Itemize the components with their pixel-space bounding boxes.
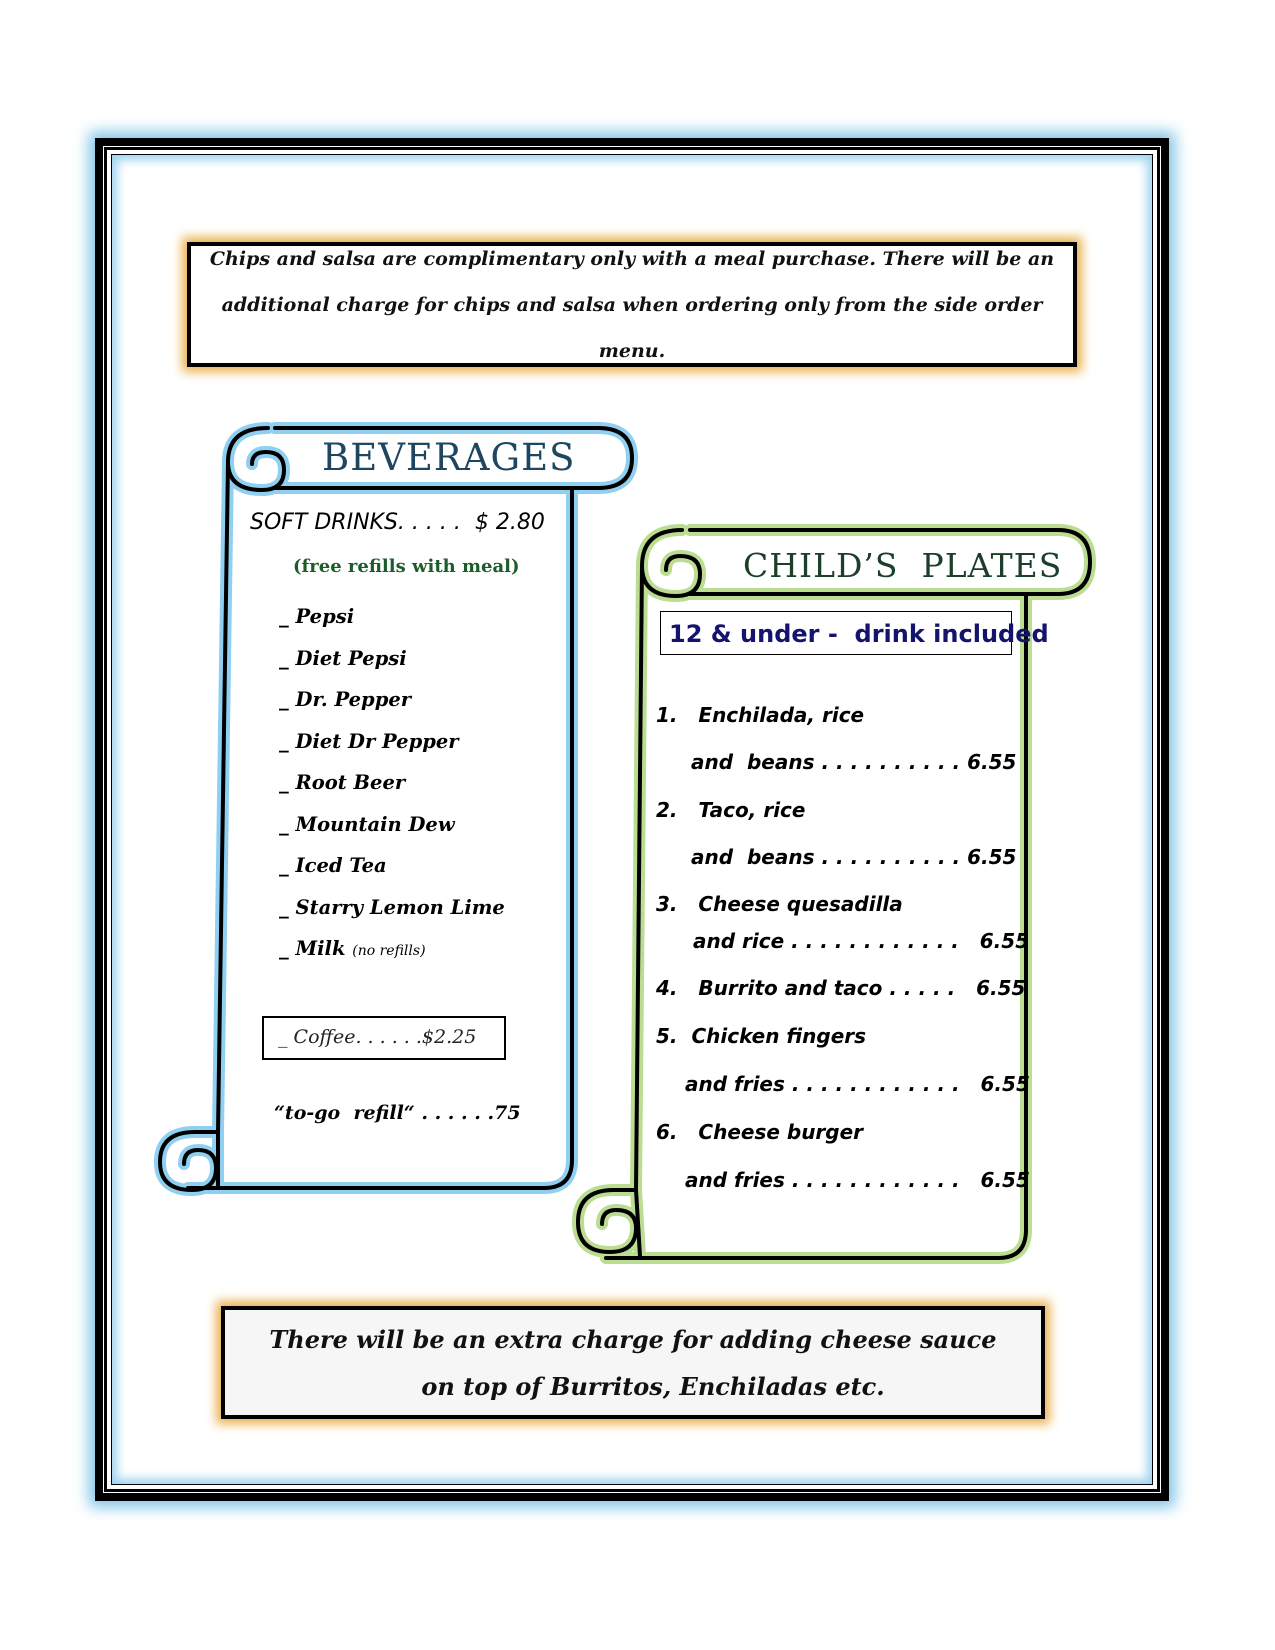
chips-salsa-notice-line-1: Chips and salsa are complimentary only with a meal purchase. There will be an bbox=[209, 247, 1055, 270]
drink-item: _ Iced Tea bbox=[279, 854, 387, 877]
soft-drinks-price: SOFT DRINKS. . . . . $ 2.80 bbox=[250, 510, 545, 535]
child-plate-line: and rice . . . . . . . . . . . . 6.55 bbox=[693, 929, 1030, 953]
drink-item: _ Pepsi bbox=[279, 605, 355, 628]
child-plate-line: 5. Chicken fingers bbox=[656, 1024, 867, 1048]
child-plate-line: and beans . . . . . . . . . . 6.55 bbox=[691, 750, 1017, 774]
drink-item: _ Root Beer bbox=[279, 771, 406, 794]
child-plate-line: 3. Cheese quesadilla bbox=[656, 892, 903, 916]
milk-label: _ Milk bbox=[279, 937, 346, 960]
age-note-box: 12 & under - drink included bbox=[660, 611, 1012, 655]
cheese-sauce-notice-line-1: There will be an extra charge for adding cheese sauce bbox=[269, 1324, 997, 1354]
coffee-price-box: _ Coffee. . . . . .$2.25 bbox=[262, 1016, 506, 1060]
child-plate-line: 6. Cheese burger bbox=[656, 1120, 864, 1144]
drink-item: _ Mountain Dew bbox=[279, 812, 455, 836]
free-refills-note: (free refills with meal) bbox=[293, 556, 520, 577]
drink-item: _ Dr. Pepper bbox=[279, 688, 412, 711]
cheese-sauce-notice bbox=[221, 1306, 1045, 1419]
milk-no-refills-note: (no refills) bbox=[352, 943, 426, 959]
drink-item: _ Diet Pepsi bbox=[279, 646, 407, 670]
togo-refill-price: “to-go refill“ . . . . . .75 bbox=[274, 1102, 521, 1124]
drink-item: _ Diet Dr Pepper bbox=[279, 729, 459, 753]
drink-item-milk bbox=[279, 937, 505, 979]
beverages-title: BEVERAGES bbox=[322, 436, 576, 479]
chips-salsa-notice-line-2: additional charge for chips and salsa when ordering only from the side order menu. bbox=[221, 293, 1043, 362]
child-plate-line: and fries . . . . . . . . . . . . 6.55 bbox=[685, 1072, 1030, 1096]
child-plate-line: and fries . . . . . . . . . . . . 6.55 bbox=[685, 1168, 1030, 1192]
child-plate-line: 1. Enchilada, rice bbox=[656, 703, 865, 727]
drink-item: _ Starry Lemon Lime bbox=[279, 895, 505, 919]
child-plate-line: and beans . . . . . . . . . . 6.55 bbox=[691, 845, 1017, 869]
child-plate-line: 2. Taco, rice bbox=[656, 798, 806, 822]
drinks-list bbox=[279, 605, 505, 979]
childs-plates-title: CHILD’S PLATES bbox=[743, 546, 1063, 585]
cheese-sauce-notice-line-2: on top of Burritos, Enchiladas etc. bbox=[421, 1371, 885, 1401]
child-plate-line: 4. Burrito and taco . . . . . 6.55 bbox=[656, 976, 1026, 1000]
